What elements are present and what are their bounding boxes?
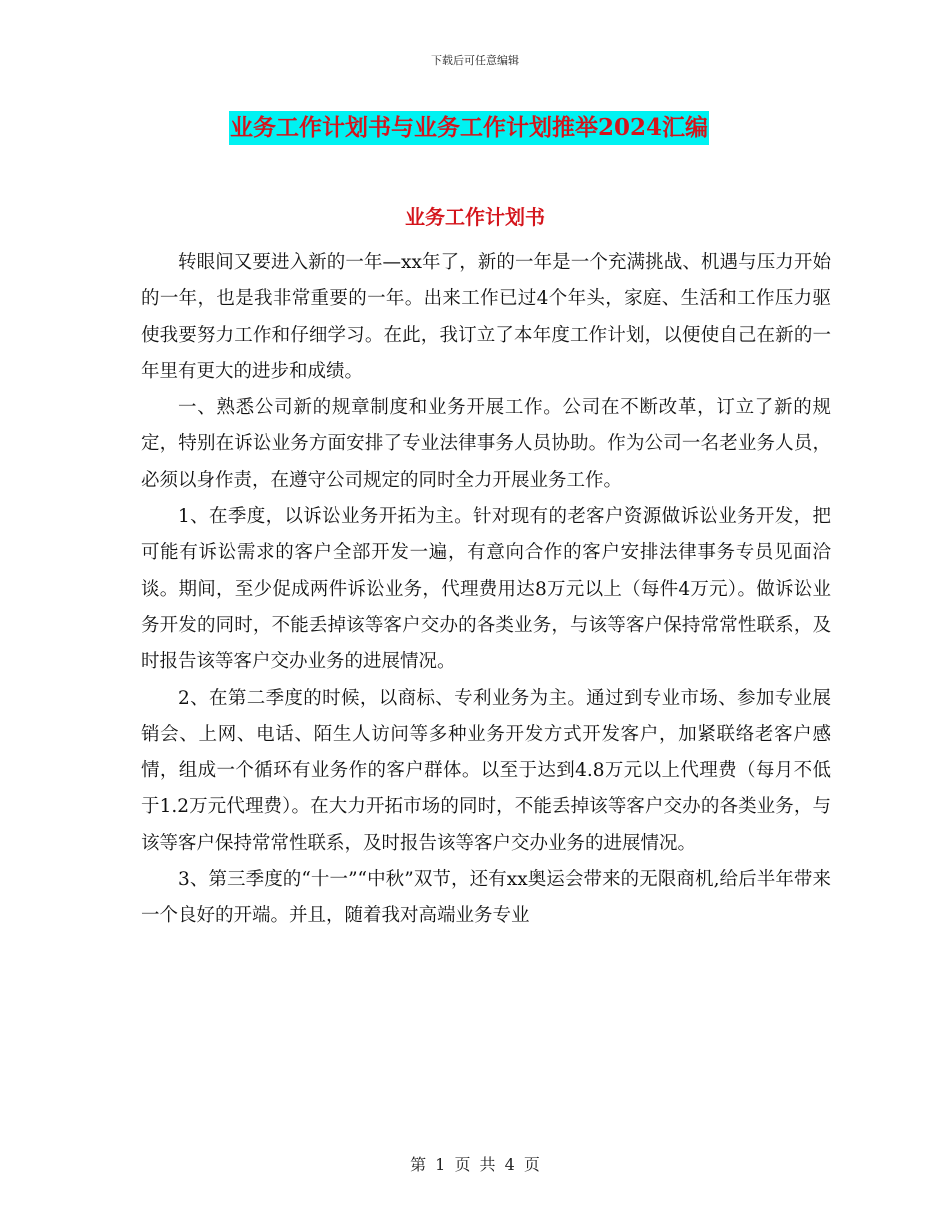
document-title: 业务工作计划书与业务工作计划推举2024汇编 (229, 111, 709, 145)
document-body (141, 245, 831, 935)
paragraph-intro: 转眼间又要进入新的一年—xx年了，新的一年是一个充满挑战、机遇与压力开始的一年，也是我非常重要的一年。出来工作已过4个年头，家庭、生活和工作压力驱使我要努力工作和仔细学习。在此，我订立了本年度工作计划，以便使自己在新的一年里有更大的进步和成绩。 (141, 252, 831, 382)
paragraph-item-2: 2、在第二季度的时候，以商标、专利业务为主。通过到专业市场、参加专业展销会、上网、电话、陌生人访问等多种业务开发方式开发客户，加紧联络老客户感情，组成一个循环有业务作的客户群体。以至于达到4.8万元以上代理费（每月不低于1.2万元代理费）。在大力开拓市场的同时，不能丢掉该等客户交办的各类业务，与该等客户保持常常性联系，及时报告该等客户交办业务的进展情况。 (141, 687, 831, 854)
page-footer: 第 1 页 共 4 页 (410, 1155, 540, 1174)
page-header-note: 下载后可任意编辑 (431, 54, 519, 67)
paragraph-section-one: 一、熟悉公司新的规章制度和业务开展工作。公司在不断改革，订立了新的规定，特别在诉讼业务方面安排了专业法律事务人员协助。作为公司一名老业务人员，必须以身作责，在遵守公司规定的同时全力开展业务工作。 (141, 397, 831, 491)
paragraph-item-3: 3、第三季度的“十一”“中秋”双节，还有xx奥运会带来的无限商机,给后半年带来一个良好的开端。并且，随着我对高端业务专业 (141, 869, 831, 927)
paragraph-item-1: 1、在季度，以诉讼业务开拓为主。针对现有的老客户资源做诉讼业务开发，把可能有诉讼需求的客户全部开发一遍，有意向合作的客户安排法律事务专员见面洽谈。期间，至少促成两件诉讼业务，代理费用达8万元以上（每件4万元）。做诉讼业务开发的同时，不能丢掉该等客户交办的各类业务，与该等客户保持常常性联系，及时报告该等客户交办业务的进展情况。 (141, 506, 831, 673)
section-title: 业务工作计划书 (405, 205, 545, 229)
